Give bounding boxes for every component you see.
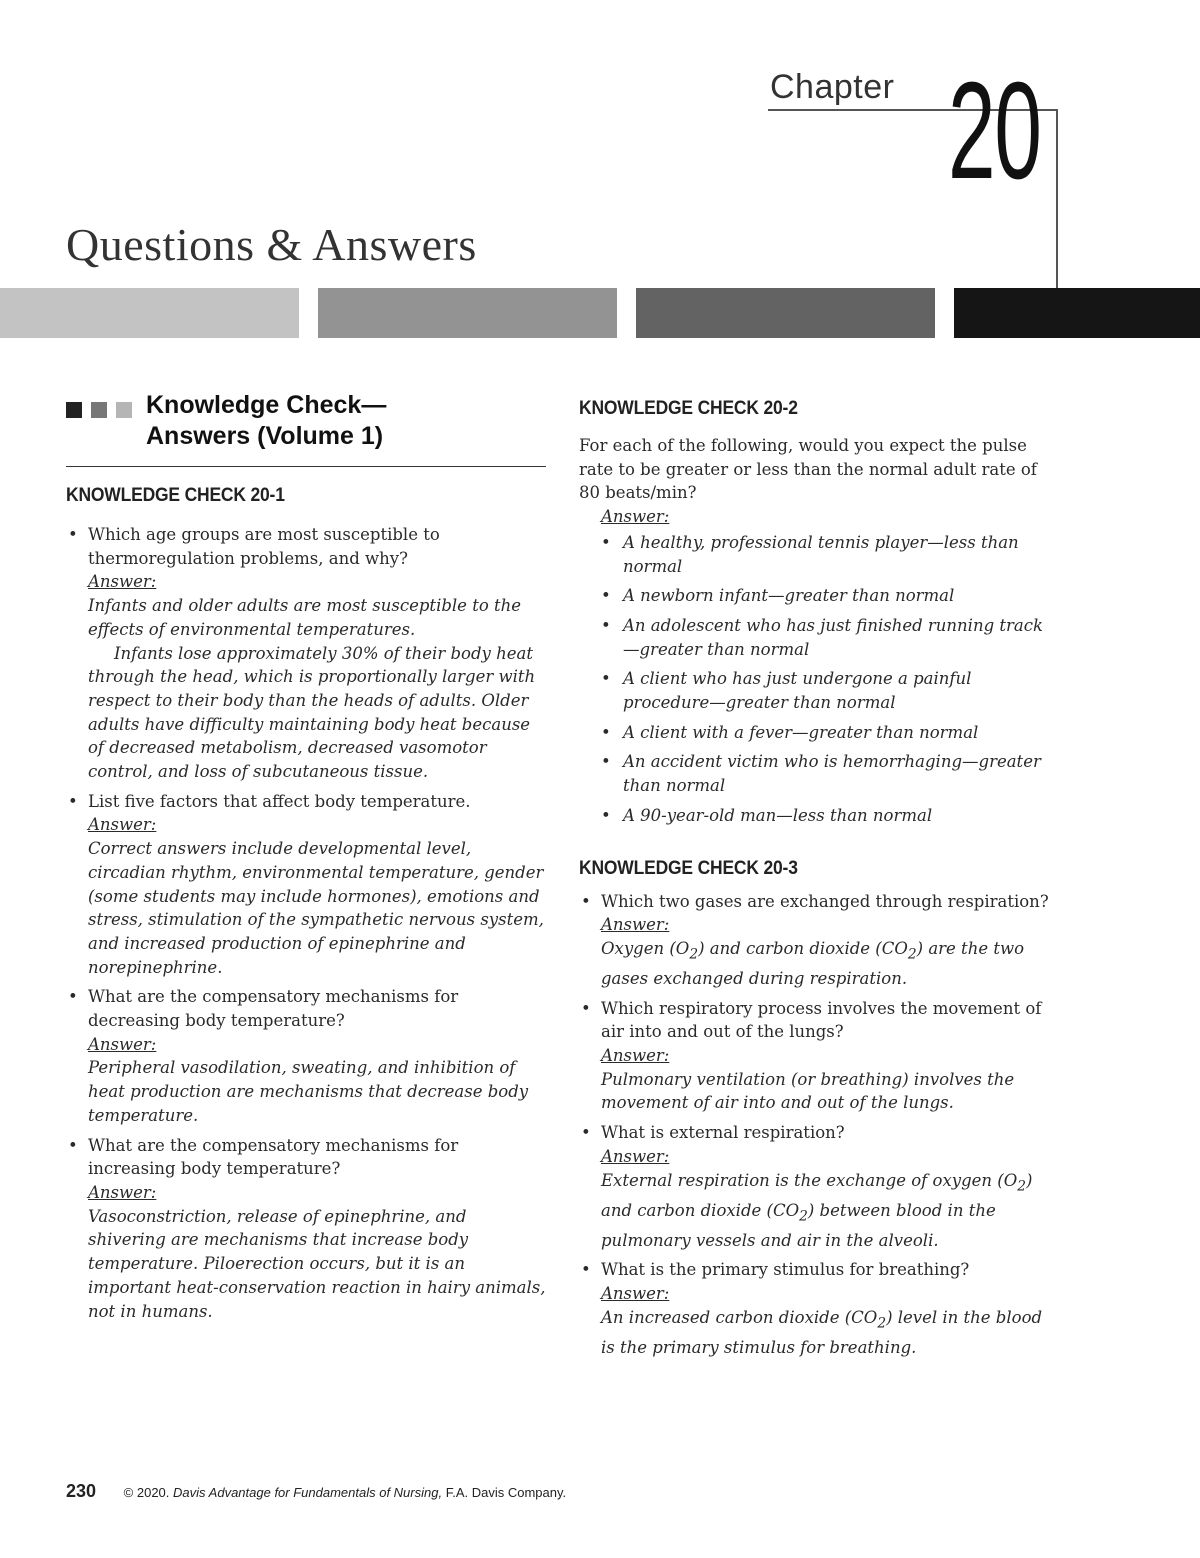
list-item bbox=[601, 531, 1059, 578]
answer-text-p2: Infants lose approximately 30% of their body heat through the head, which is proportionally larger with respect to their body than the heads of adults. Older adults have difficulty maintaining body heat because of decreased metabolism, decreased vasomotor control, and loss of subcutaneous tissue. bbox=[88, 643, 536, 782]
section-title-line1: Knowledge Check— bbox=[146, 391, 387, 419]
bullet: • bbox=[601, 669, 611, 689]
kc3-heading: KNOWLEDGE CHECK 20-3 bbox=[579, 857, 798, 879]
bullet: • bbox=[68, 1135, 78, 1155]
left-column bbox=[66, 390, 546, 1329]
kc1-item bbox=[66, 1134, 546, 1324]
question-text: What is external respiration? bbox=[601, 1123, 845, 1143]
list-item bbox=[601, 614, 1059, 661]
answer-text: External respiration is the exchange of oxygen $(O_2)$ and carbon dioxide $(CO_2)$ between blood in the pulmonary vessels and air in the alveoli. bbox=[601, 1170, 1033, 1250]
book-title: Davis Advantage for Fundamentals of Nursing, bbox=[173, 1485, 443, 1500]
kc2-answer-list bbox=[579, 531, 1059, 828]
bullet: • bbox=[581, 1260, 591, 1280]
right-column bbox=[579, 390, 1059, 1365]
answer-text: Oxygen $(O_2)$ and carbon dioxide $(CO_2)$ are the two gases exchanged during respiration. bbox=[601, 938, 1025, 988]
page-footer bbox=[66, 1481, 566, 1502]
kc1-heading: KNOWLEDGE CHECK 20-1 bbox=[66, 485, 285, 506]
kc3-item bbox=[579, 1121, 1059, 1252]
header-bar-1 bbox=[0, 288, 299, 338]
answer-text: Correct answers include developmental level, circadian rhythm, environmental temperature, gender (some students may include hormones), emotions and stress, stimulation of the sympathetic nervous system, and increased production of epinephrine and norepinephrine. bbox=[88, 839, 544, 977]
answer-text: A newborn infant—greater than normal bbox=[623, 586, 955, 606]
list-item bbox=[601, 804, 1059, 828]
answer-text: An adolescent who has just finished running track—greater than normal bbox=[623, 615, 1043, 659]
bullet: • bbox=[601, 722, 611, 742]
answer-text: A client who has just undergone a painful procedure—greater than normal bbox=[623, 669, 972, 713]
square-light bbox=[116, 402, 132, 418]
kc3-item bbox=[579, 1258, 1059, 1359]
square-dark bbox=[66, 402, 82, 418]
answer-label: Answer: bbox=[601, 1146, 670, 1166]
answer-label: Answer: bbox=[601, 1046, 670, 1066]
answer-label: Answer: bbox=[601, 1283, 670, 1303]
answer-label: Answer: bbox=[88, 572, 157, 592]
header-bar-3 bbox=[636, 288, 935, 338]
bullet: • bbox=[601, 586, 611, 606]
chapter-number: 20 bbox=[948, 54, 1041, 208]
answer-label: Answer: bbox=[601, 507, 670, 527]
kc3-item bbox=[579, 997, 1059, 1116]
answer-text: A healthy, professional tennis player—less than normal bbox=[623, 532, 1019, 576]
kc1-item bbox=[66, 790, 546, 980]
chapter-label: Chapter bbox=[770, 68, 895, 106]
bullet: • bbox=[68, 525, 78, 544]
kc1-item bbox=[66, 985, 546, 1127]
question-text: What is the primary stimulus for breathing? bbox=[601, 1260, 970, 1280]
question-text: What are the compensatory mechanisms for increasing body temperature? bbox=[88, 1135, 459, 1179]
answer-text: An accident victim who is hemorrhaging—greater than normal bbox=[623, 752, 1041, 796]
list-item bbox=[601, 584, 1059, 608]
question-text: Which respiratory process involves the movement of air into and out of the lungs? bbox=[601, 998, 1042, 1042]
answer-text: A client with a fever—greater than normal bbox=[623, 722, 979, 742]
bullet: • bbox=[601, 532, 611, 552]
answer-label: Answer: bbox=[601, 915, 670, 935]
question-text: Which age groups are most susceptible to thermoregulation problems, and why? bbox=[88, 525, 440, 568]
list-item bbox=[601, 667, 1059, 714]
bullet: • bbox=[68, 791, 78, 811]
section-squares bbox=[66, 402, 132, 418]
section-title bbox=[146, 390, 386, 452]
kc3-item bbox=[579, 890, 1059, 991]
answer-label: Answer: bbox=[88, 815, 157, 835]
kc1-item bbox=[66, 523, 546, 784]
bullet: • bbox=[581, 1123, 591, 1143]
bullet: • bbox=[601, 752, 611, 772]
publisher: F.A. Davis Company. bbox=[445, 1485, 567, 1500]
answer-text: An increased carbon dioxide $(CO_2)$ level in the blood is the primary stimulus for breathing. bbox=[601, 1307, 1043, 1357]
bullet: • bbox=[601, 615, 611, 635]
answer-text: Peripheral vasodilation, sweating, and inhibition of heat production are mechanisms that decrease body temperature. bbox=[88, 1058, 529, 1125]
page-number: 230 bbox=[66, 1481, 97, 1501]
answer-label: Answer: bbox=[88, 1034, 157, 1054]
page-title: Questions & Answers bbox=[66, 219, 477, 270]
bullet: • bbox=[581, 998, 591, 1018]
bullet: • bbox=[601, 805, 611, 825]
answer-text: A 90-year-old man—less than normal bbox=[623, 805, 933, 825]
square-medium bbox=[91, 402, 107, 418]
kc2-intro: For each of the following, would you expect the pulse rate to be greater or less than the normal adult rate of 80 beats/min? bbox=[579, 436, 1037, 503]
list-item bbox=[601, 721, 1059, 745]
kc2-heading: KNOWLEDGE CHECK 20-2 bbox=[579, 398, 798, 419]
list-item bbox=[601, 750, 1059, 797]
section-heading bbox=[66, 390, 546, 452]
copyright: © 2020. bbox=[123, 1485, 170, 1500]
bullet: • bbox=[581, 891, 591, 911]
question-text: List five factors that affect body temperature. bbox=[88, 791, 471, 811]
header-bar-2 bbox=[318, 288, 617, 338]
question-text: Which two gases are exchanged through respiration? bbox=[601, 891, 1049, 911]
bullet: • bbox=[68, 987, 78, 1007]
header-bar-4 bbox=[954, 288, 1200, 338]
answer-text: Vasoconstriction, release of epinephrine, and shivering are mechanisms that increase body temperature. Piloerection occurs, but it is an important heat-conservation reaction in hairy animals, not in humans. bbox=[88, 1206, 546, 1321]
answer-text: Infants and older adults are most susceptible to the effects of environmental temperatures. bbox=[88, 596, 522, 639]
chapter-rule-vertical bbox=[1056, 109, 1058, 289]
answer-text: Pulmonary ventilation (or breathing) involves the movement of air into and out of the lungs. bbox=[601, 1069, 1015, 1113]
question-text: What are the compensatory mechanisms for decreasing body temperature? bbox=[88, 987, 459, 1031]
section-rule bbox=[66, 466, 546, 467]
answer-label: Answer: bbox=[88, 1182, 157, 1202]
section-title-line2: Answers (Volume 1) bbox=[146, 422, 384, 450]
